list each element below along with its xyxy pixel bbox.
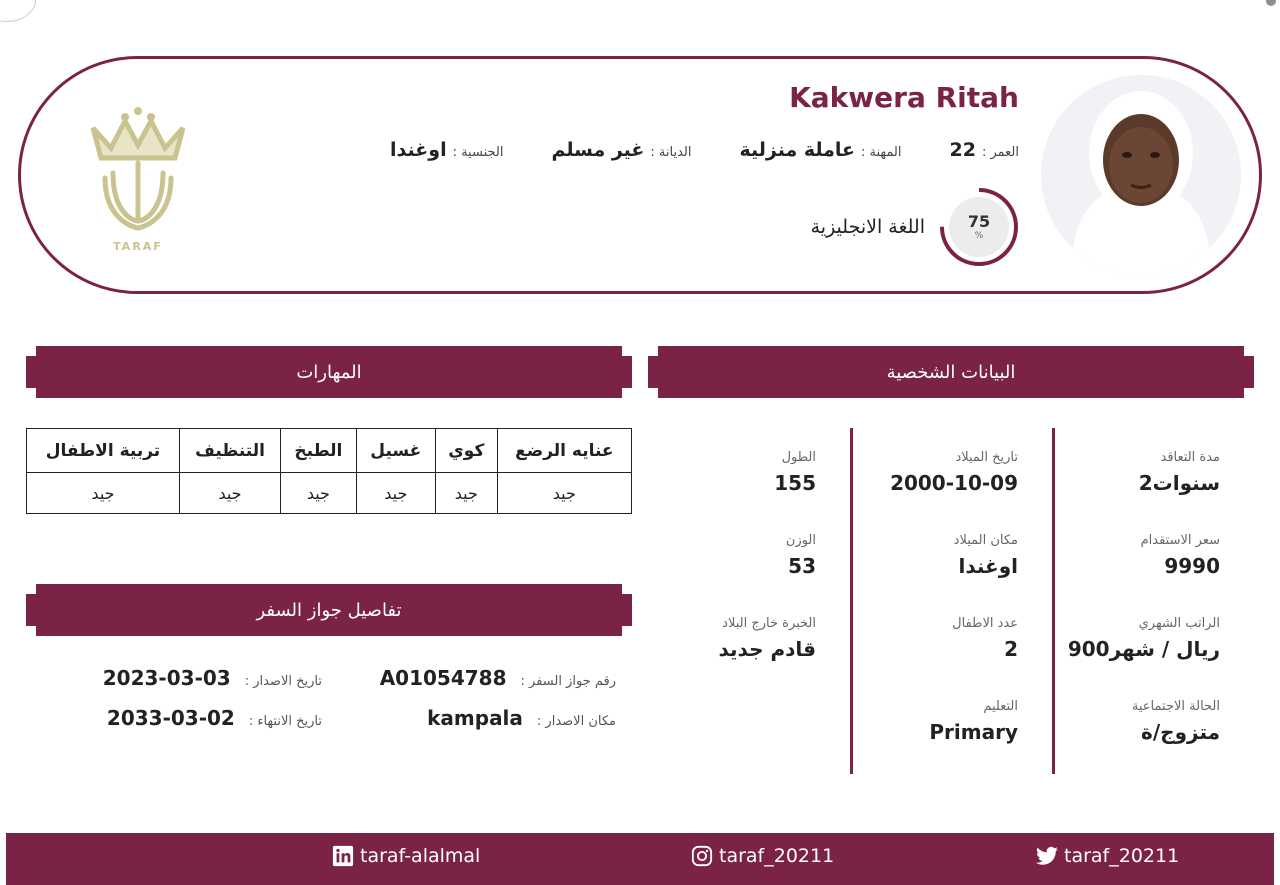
religion-value: غير مسلم [551, 139, 645, 161]
linkedin-icon [332, 845, 354, 867]
field-value: اوغندا [958, 554, 1018, 578]
field-label: تاريخ الميلاد [955, 450, 1018, 465]
field-value: 53 [788, 554, 816, 578]
nationality-label: الجنسية : [452, 145, 504, 160]
language-skill [811, 187, 1019, 267]
skill-value: جيد [435, 473, 497, 514]
field-label: عدد الاطفال [952, 616, 1018, 631]
expiry-value: 2033-03-02 [106, 706, 235, 730]
field-label: مكان الميلاد [953, 533, 1018, 548]
personal-col-2 [818, 428, 1018, 774]
skills-table [26, 428, 632, 514]
field-value: متزوج/ة [1141, 720, 1220, 744]
field-value: 9990 [1164, 554, 1220, 578]
person-photo-icon [1041, 75, 1241, 275]
issue-date-label: تاريخ الاصدار : [244, 674, 322, 689]
education [818, 699, 1018, 744]
linkedin-link[interactable] [332, 845, 480, 867]
job [739, 139, 901, 161]
skills-section-header [26, 346, 632, 398]
personal-section-title: البيانات الشخصية [886, 361, 1016, 383]
job-label: المهنة : [861, 145, 902, 160]
religion-label: الديانة : [650, 145, 692, 160]
taraf-logo [83, 103, 193, 253]
age [950, 139, 1020, 161]
instagram-handle: taraf_20211 [719, 845, 835, 867]
field-label: مدة التعاقد [1160, 450, 1220, 465]
skill-header: تربية الاطفال [27, 429, 180, 473]
skill-value: جيد [281, 473, 357, 514]
field-label: الحالة الاجتماعية [1131, 699, 1220, 714]
skills-header-row [27, 429, 632, 473]
field-label: الخبرة خارج البلاد [722, 616, 816, 631]
recruitment-price [1020, 533, 1220, 578]
language-progress-ring [939, 187, 1019, 267]
personal-col-1 [1020, 428, 1220, 774]
age-label: العمر : [981, 145, 1019, 160]
instagram-icon [691, 845, 713, 867]
field-label: الوزن [785, 533, 816, 548]
personal-section-header [648, 346, 1254, 398]
corner-circle [0, 0, 36, 22]
age-value: 22 [949, 139, 976, 161]
field-value: 2سنوات [1138, 471, 1220, 495]
personal-col-3 [616, 428, 816, 774]
skill-value: جيد [356, 473, 435, 514]
birth-date [818, 450, 1018, 495]
twitter-link[interactable] [1036, 845, 1179, 867]
passport-section-header [26, 584, 632, 636]
skill-header: الطبخ [281, 429, 357, 473]
children-count [818, 616, 1018, 661]
footer [6, 833, 1274, 885]
profile-photo [1041, 75, 1241, 275]
skills-section-title: المهارات [296, 361, 362, 383]
instagram-link[interactable] [691, 845, 834, 867]
experience-abroad [616, 616, 816, 661]
field-value: Primary [929, 720, 1018, 744]
skill-header: غسيل [356, 429, 435, 473]
language-label: اللغة الانجليزية [810, 216, 925, 238]
logo-text: TARAF [113, 240, 163, 253]
column-divider [850, 428, 853, 774]
skill-value: جيد [497, 473, 631, 514]
field-label: الراتب الشهري [1138, 616, 1220, 631]
issue-place-value: kampala [427, 706, 523, 730]
height [616, 450, 816, 495]
language-unit: % [974, 230, 984, 241]
birth-place [818, 533, 1018, 578]
passport-expiry [107, 706, 322, 730]
passport-number-label: رقم جواز السفر : [520, 674, 616, 689]
skill-value: جيد [27, 473, 180, 514]
passport-issue-date [103, 666, 322, 690]
passport-section-title: تفاصيل جواز السفر [256, 599, 402, 621]
passport-number [380, 666, 616, 690]
profile-meta [390, 139, 1019, 161]
language-score: 75 [967, 211, 991, 231]
field-value: 2000-10-09 [890, 471, 1018, 495]
field-value: 900ريال / شهر [1067, 637, 1220, 661]
column-divider [1052, 428, 1055, 774]
religion [551, 139, 691, 161]
field-value: 2 [1004, 637, 1018, 661]
skill-header: كوي [435, 429, 497, 473]
skill-value: جيد [179, 473, 280, 514]
skill-header: التنظيف [179, 429, 280, 473]
nationality [390, 139, 503, 161]
field-label: التعليم [983, 699, 1018, 714]
field-value: قادم جديد [718, 637, 816, 661]
field-label: الطول [781, 450, 816, 465]
expiry-label: تاريخ الانتهاء : [248, 714, 322, 729]
issue-date-value: 2023-03-03 [102, 666, 231, 690]
crown-logo-icon [83, 103, 193, 233]
contract-duration [1020, 450, 1220, 495]
weight [616, 533, 816, 578]
skill-header: عنايه الرضع [497, 429, 631, 473]
field-value: 155 [774, 471, 816, 495]
profile-card [18, 56, 1262, 294]
passport-issue-place [427, 706, 616, 730]
marital-status [1020, 699, 1220, 744]
scroll-indicator-dot [1266, 0, 1276, 6]
issue-place-label: مكان الاصدار : [536, 714, 616, 729]
monthly-salary [1020, 616, 1220, 661]
job-value: عاملة منزلية [739, 139, 855, 161]
twitter-handle: taraf_20211 [1064, 845, 1180, 867]
candidate-name: Kakwera Ritah [789, 81, 1019, 114]
twitter-icon [1036, 846, 1058, 866]
skills-value-row [27, 473, 632, 514]
field-label: سعر الاستقدام [1140, 533, 1220, 548]
passport-number-value: A01054788 [379, 666, 507, 690]
linkedin-handle: taraf-alalmal [360, 845, 481, 867]
nationality-value: اوغندا [390, 139, 447, 161]
